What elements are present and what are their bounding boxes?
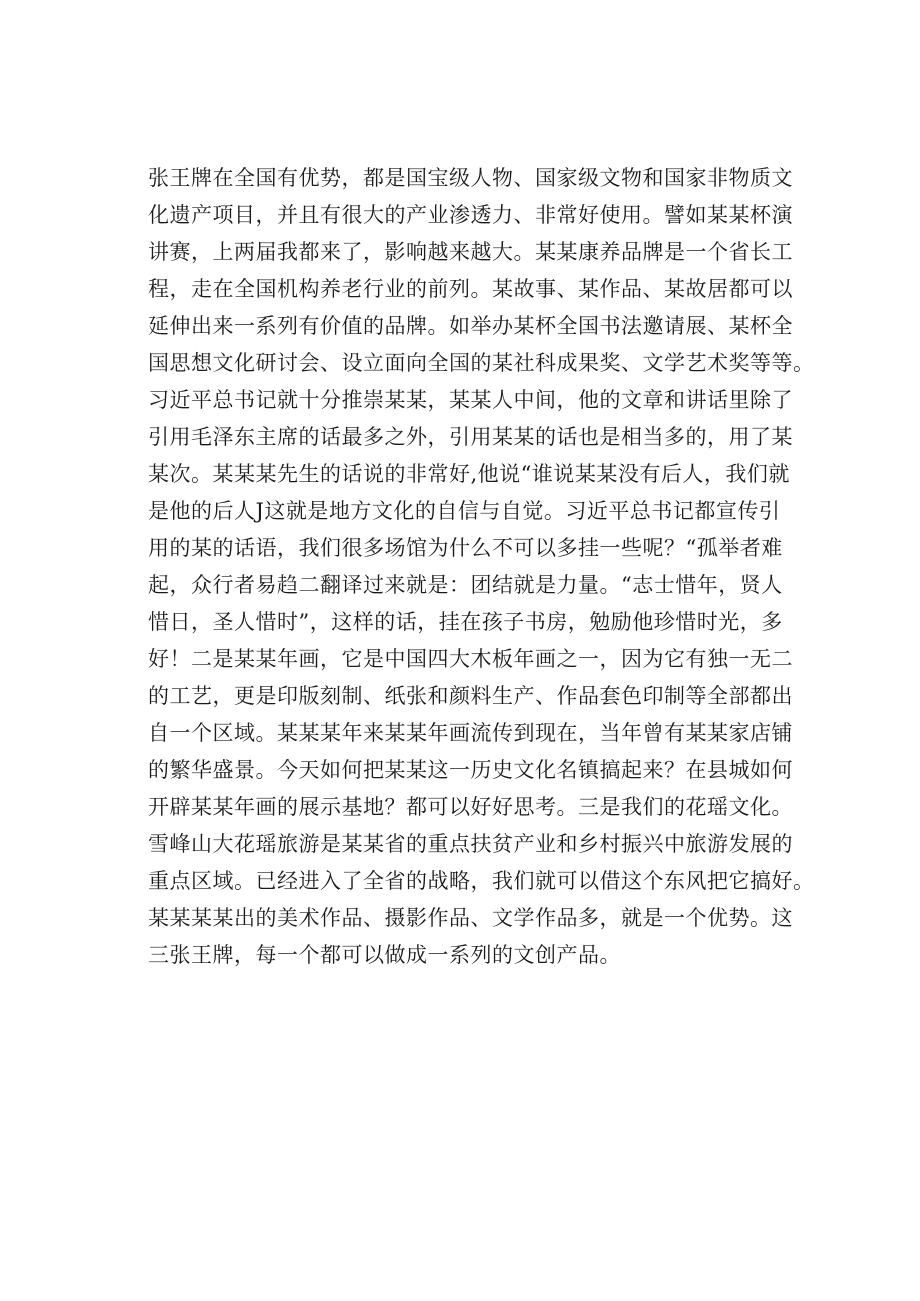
- text-line: 某某某某出的美术作品、摄影作品、文学作品多，就是一个优势。这: [148, 906, 793, 930]
- text-line: 的工艺，更是印版刻制、纸张和颜料生产、作品套色印制等全部都出: [148, 684, 793, 708]
- text-line: 是他的后人J这就是地方文化的自信与自觉。习近平总书记都宣传引: [148, 499, 781, 523]
- text-line: 惜日，圣人惜时”，这样的话，挂在孩子书房，勉励他珍惜时光，多: [148, 610, 783, 634]
- text-line: 自一个区域。某某某年来某某年画流传到现在，当年曾有某某家店铺: [148, 721, 793, 745]
- text-line: 程，走在全国机构养老行业的前列。某故事、某作品、某故居都可以: [148, 277, 793, 301]
- text-line: 雪峰山大花瑶旅游是某某省的重点扶贫产业和乡村振兴中旅游发展的: [148, 832, 793, 856]
- body-paragraph: [148, 160, 828, 974]
- text-line: 引用毛泽东主席的话最多之外，引用某某的话也是相当多的，用了某: [148, 425, 793, 449]
- text-line: 习近平总书记就十分推崇某某，某某人中间，他的文章和讲话里除了: [148, 388, 793, 412]
- text-line: 延伸出来一系列有价值的品牌。如举办某杯全国书法邀请展、某杯全: [148, 314, 793, 338]
- text-line: 重点区域。已经进入了全省的战略，我们就可以借这个东风把它搞好。: [148, 869, 815, 893]
- text-line: 国思想文化研讨会、设立面向全国的某社科成果奖、文学艺术奖等等。: [148, 351, 815, 375]
- text-line: 张王牌在全国有优势，都是国宝级人物、国家级文物和国家非物质文: [148, 166, 793, 190]
- text-line: 的繁华盛景。今天如何把某某这一历史文化名镇搞起来？在县城如何: [148, 758, 793, 782]
- text-line: 化遗产项目，并且有很大的产业渗透力、非常好使用。譬如某某杯演: [148, 203, 793, 227]
- text-line: 好！二是某某年画，它是中国四大木板年画之一，因为它有独一无二: [148, 647, 793, 671]
- text-line: 开辟某某年画的展示基地？都可以好好思考。三是我们的花瑶文化。: [148, 795, 793, 819]
- text-line: 讲赛，上两届我都来了，影响越来越大。某某康养品牌是一个省长工: [148, 240, 793, 264]
- text-line: 用的某的话语，我们很多场馆为什么不可以多挂一些呢？“孤举者难: [148, 536, 783, 560]
- text-line: 三张王牌，每一个都可以做成一系列的文创产品。: [148, 943, 621, 967]
- text-line: 起，众行者易趋二翻译过来就是：团结就是力量。“志士惜年，贤人: [148, 573, 783, 597]
- text-line: 某次。某某某先生的话说的非常好,他说“谁说某某没有后人，我们就: [148, 462, 790, 486]
